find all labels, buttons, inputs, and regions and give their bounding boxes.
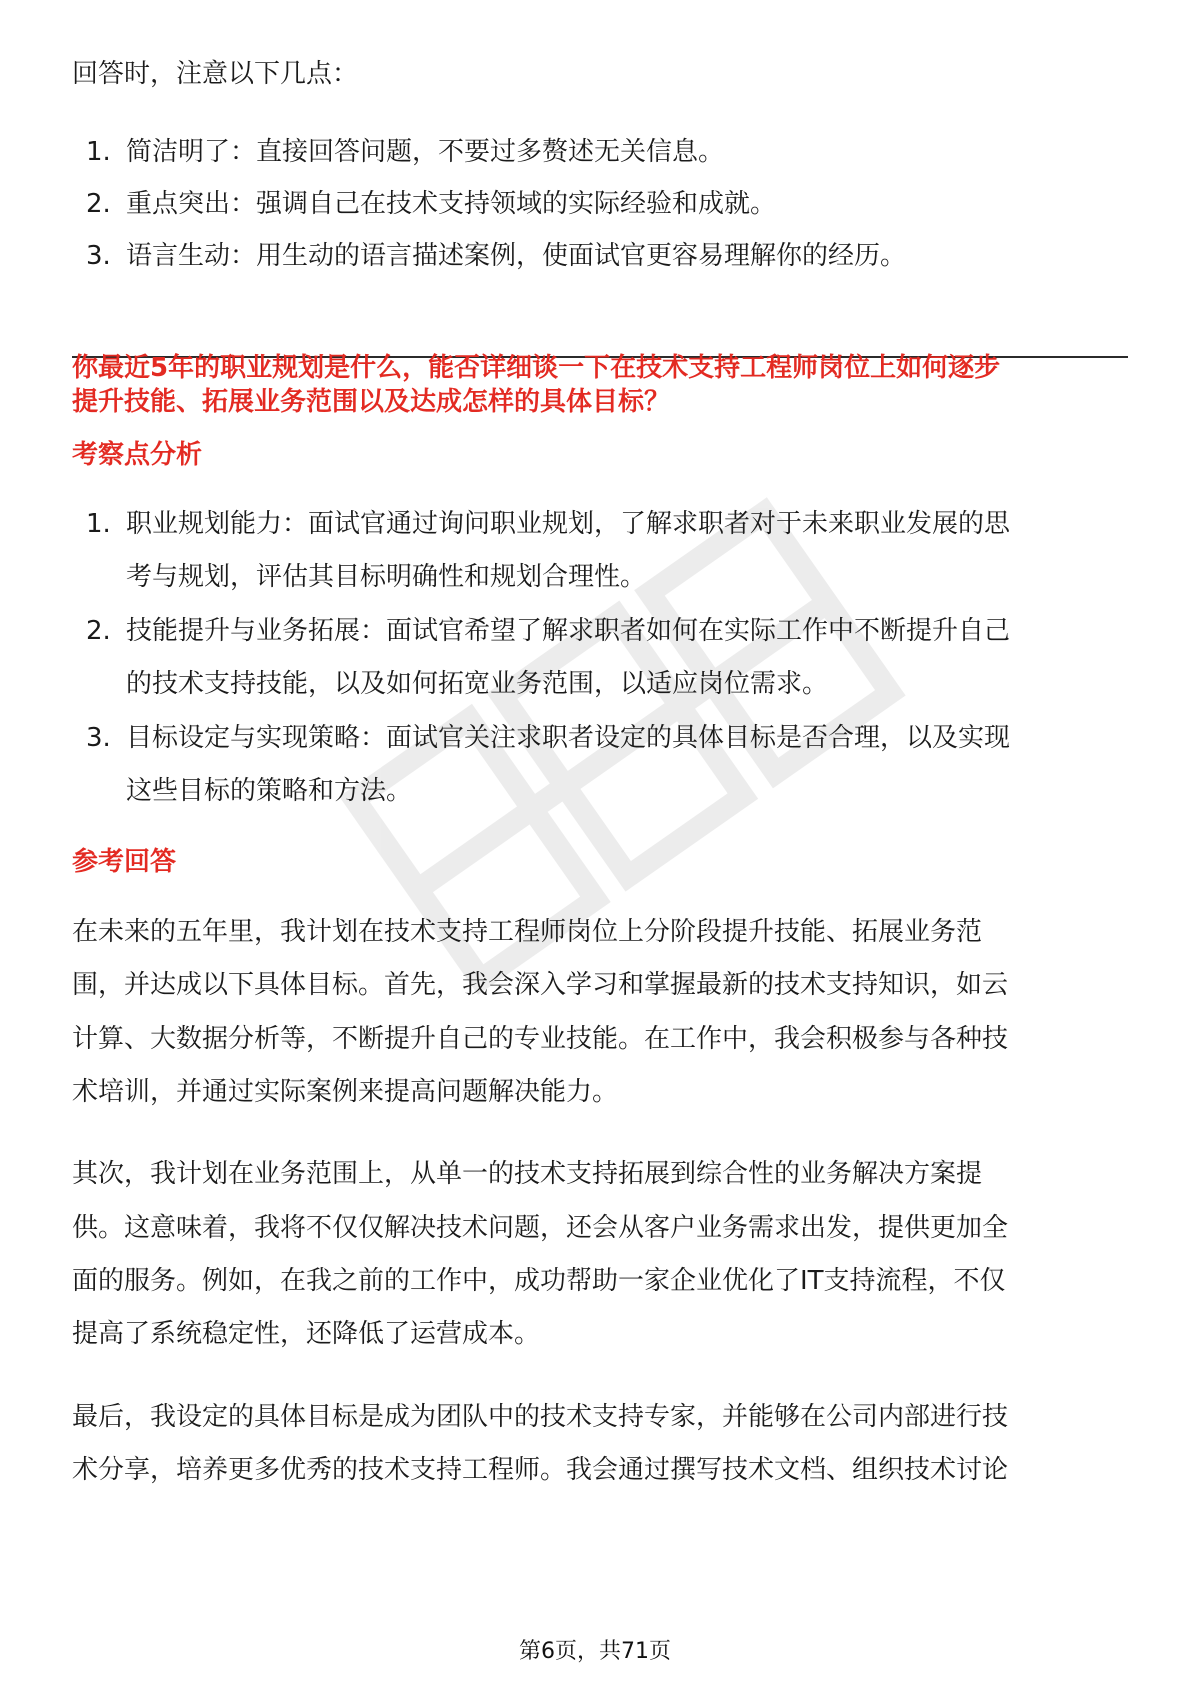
list-number: 1.: [86, 137, 111, 167]
list-item-line: 考与规划，评估其目标明确性和规划合理性。: [126, 562, 647, 592]
list-item: 简洁明了：直接回答问题，不要过多赘述无关信息。: [126, 137, 725, 167]
question-heading-line2: 提升技能、拓展业务范围以及达成怎样的具体目标？: [72, 387, 671, 417]
paragraph-line: 围，并达成以下具体目标。首先，我会深入学习和掌握最新的技术支持知识，如云: [72, 970, 1009, 1000]
paragraph-line: 供。这意味着，我将不仅仅解决技术问题，还会从客户业务需求出发，提供更加全: [72, 1213, 1009, 1243]
list-number: 1.: [86, 509, 111, 539]
analysis-heading: 考察点分析: [72, 440, 203, 470]
paragraph-line: 提高了系统稳定性，还降低了运营成本。: [72, 1319, 541, 1349]
paragraph-line: 术培训，并通过实际案例来提高问题解决能力。: [72, 1077, 619, 1107]
list-number: 2.: [86, 616, 111, 646]
list-item-line: 目标设定与实现策略：面试官关注求职者设定的具体目标是否合理，以及实现: [126, 723, 1011, 753]
question-heading-line1: 你最近5年的职业规划是什么，能否详细谈一下在技术支持工程师岗位上如何逐步: [72, 353, 1001, 383]
paragraph-line: 在未来的五年里，我计划在技术支持工程师岗位上分阶段提升技能、拓展业务范: [72, 917, 983, 947]
list-number: 2.: [86, 189, 111, 219]
paragraph-line: 计算、大数据分析等，不断提升自己的专业技能。在工作中，我会积极参与各种技: [72, 1024, 1009, 1054]
list-item-line: 技能提升与业务拓展：面试官希望了解求职者如何在实际工作中不断提升自己: [126, 616, 1011, 646]
list-number: 3.: [86, 241, 111, 271]
paragraph-line: 其次，我计划在业务范围上，从单一的技术支持拓展到综合性的业务解决方案提: [72, 1159, 983, 1189]
list-item: 重点突出：强调自己在技术支持领域的实际经验和成就。: [126, 189, 777, 219]
list-item-line: 职业规划能力：面试官通过询问职业规划，了解求职者对于未来职业发展的思: [126, 509, 1011, 539]
intro-text: 回答时，注意以下几点：: [72, 59, 359, 89]
list-number: 3.: [86, 723, 111, 753]
paragraph-line: 最后，我设定的具体目标是成为团队中的技术支持专家，并能够在公司内部进行技: [72, 1402, 1009, 1432]
list-item-line: 这些目标的策略和方法。: [126, 776, 413, 806]
list-item: 语言生动：用生动的语言描述案例，使面试官更容易理解你的经历。: [126, 241, 907, 271]
list-item-line: 的技术支持技能，以及如何拓宽业务范围，以适应岗位需求。: [126, 669, 829, 699]
answer-heading: 参考回答: [72, 847, 177, 877]
page-footer: 第6页，共71页: [519, 1639, 671, 1664]
paragraph-line: 面的服务。例如，在我之前的工作中，成功帮助一家企业优化了IT支持流程，不仅: [72, 1266, 1006, 1296]
paragraph-line: 术分享，培养更多优秀的技术支持工程师。我会通过撰写技术文档、组织技术讨论: [72, 1455, 1009, 1485]
